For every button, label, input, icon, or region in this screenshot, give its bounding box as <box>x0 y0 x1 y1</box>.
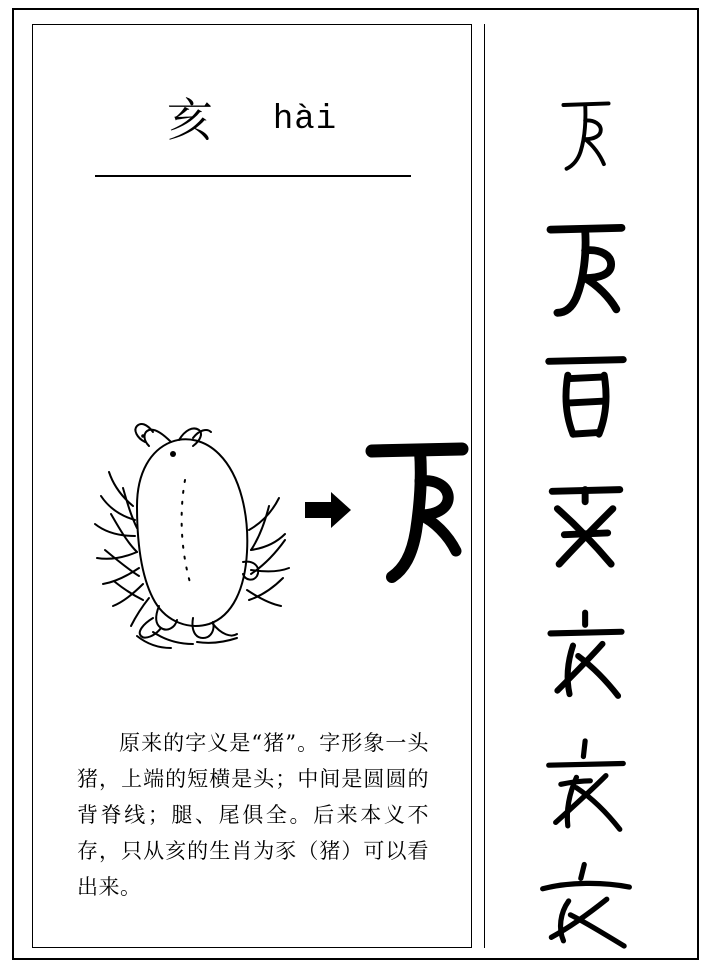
explanation-paragraph: 原来的字义是“猪”。字形象一头猪，上端的短横是头；中间是圆圆的背脊线；腿、尾俱全。后来本义不存，只从亥的生肖为豕（猪）可以看出来。 <box>77 731 429 899</box>
script-form-oracle-bone <box>485 94 687 177</box>
script-form-regular <box>485 734 687 843</box>
pig-in-grass-drawing <box>93 410 293 650</box>
script-form-bronze-1 <box>485 214 687 323</box>
script-form-clerical <box>485 604 687 713</box>
script-evolution-column <box>485 24 687 948</box>
oracle-bone-form-hai <box>358 435 478 585</box>
entry-main-panel <box>32 24 472 948</box>
headword-underline <box>95 175 411 177</box>
explanation-text <box>77 725 429 905</box>
headword-pinyin: hài <box>272 101 338 139</box>
headword-row <box>33 93 471 147</box>
script-form-seal <box>485 474 687 583</box>
illustration-group <box>73 400 433 670</box>
script-form-cursive <box>485 859 687 960</box>
headword-character: 亥 <box>166 93 215 147</box>
right-arrow-icon <box>305 490 351 530</box>
script-form-bronze-2 <box>485 344 687 453</box>
script-evolution-panel <box>484 24 687 948</box>
